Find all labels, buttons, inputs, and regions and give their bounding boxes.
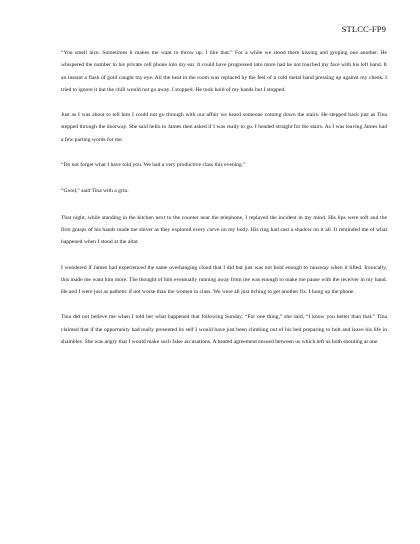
paragraph-3: “Do not forget what I have told you. We had a very productive class this evening.” <box>61 162 246 169</box>
document-body <box>61 47 387 361</box>
page-header-code: STLCC-FP9 <box>341 24 386 34</box>
paragraph-7: Tina did not believe me when I told her what happened that following Sunday. “For one thing,” she said, “I know you better than that.” Tina claimed that if the opportunity had really presented its self I would have just been climbing out of his bed preparing to bolt and leave his life in shambles. She was angry that I would make such false accusations. A heated agreement ensued between us which left us both shouting at one <box>61 314 387 346</box>
paragraph-4: “Good,” said Tina with a grin. <box>61 188 129 195</box>
paragraph-2: Just as I was about to tell him I could not go through with our affair we heard someone coming down the stairs. He stepped back just as Tina stepped through the doorway. She said hello to James then asked if I was ready to go. I headed straight for the stairs. As I was leaving James had a few parting words for me. <box>61 112 387 143</box>
paragraph-5: That night, while standing in the kitchen next to the counter near the telephone, I replayed the incident in my mind. His lips were soft and the firm grasps of his hands made me shiver as they explored every curve on my body. His ring had cast a shadow on it all. It reminded me of what happened when I stood at the altar. <box>61 214 387 246</box>
paragraph-6: I wondered if James had experienced the same overhanging cloud that I did but just was not bold enough to runaway when it lifted. Ironically, this made me want him more. The thought of him eventually running away from me was enough to make me pause with the receiver in my hand. He and I were just as pathetic if not worse than the women in class. We were all just itching to get another fix. I hung up the phone. <box>61 264 387 296</box>
paragraph-1: “You smell nice. Sometimes it makes me want to throw up. I like that.” For a while we stood there kissing and groping one another. He whispered the number to his private cell phone into my ear. It could have progressed into more had he not touched my face with his left hand. It an instant a flash of gold caught my eye. All the heat in the room was replaced by the feel of a cold metal band pressing up against my cheek. I tried to ignore it but the chill would not go away. I stopped. He took hold of my hands but I stopped. <box>61 50 387 93</box>
